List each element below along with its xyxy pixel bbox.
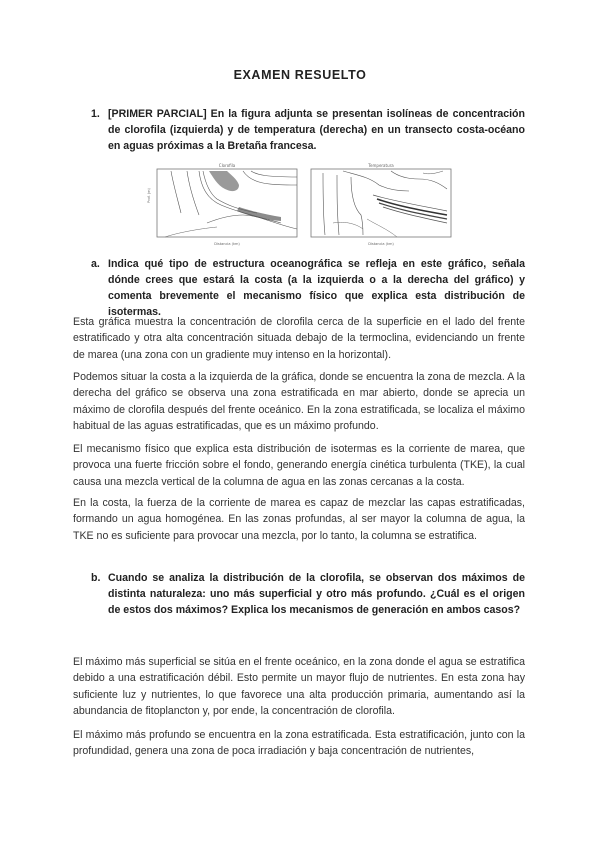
question-1-text: [PRIMER PARCIAL] En la figura adjunta se presentan isolíneas de concentración de clorofila (izquierda) y de temperatura (derecha) en un transecto costa-océano en aguas próximas a la Bretaña francesa. [108,108,525,152]
x-axis-label-left: Distancia (km) [214,242,240,246]
page-title: EXAMEN RESUELTO [233,68,367,82]
chlorophyll-panel [147,163,297,246]
isolines-figure-svg [147,163,460,247]
chlorophyll-panel-label: Clorofila [218,163,236,168]
question-1 [91,106,525,154]
question-a-number: a. [91,258,100,270]
x-axis-label-right: Distancia (km) [368,242,394,246]
question-a [91,256,525,320]
chlorophyll-temperature-figure [147,163,460,247]
y-axis-label: Prof. (m) [147,188,151,203]
answer-b-paragraph-2: El máximo más profundo se encuentra en la zona estratificada. Esta estratificación, junto con la profundidad, genera una zona de poca irradiación y baja concentración de nutrientes, [73,729,525,758]
temperature-panel-label: Temperatura [368,163,394,168]
answer-b-paragraph-1: El máximo más superficial se sitúa en el frente oceánico, en la zona donde el agua se estratifica debido a una estratificación débil. Esto permite un mayor flujo de nutrientes. En esta zona hay suficiente luz y nutrientes, lo que favorece una alta producción primaria, aumentando así la abundancia de fitoplancton y, por ende, la concentración de clorofila. [73,656,525,718]
answer-a-paragraph-4: En la costa, la fuerza de la corriente de marea es capaz de mezclar las capas estratificadas, formando un agua homogénea. En las zonas profundas, al ser mayor la columna de agua, la TKE no es suficiente para provocar una mezcla, por lo tanto, la columna se estratifica. [73,497,525,542]
question-b-text: Cuando se analiza la distribución de la clorofila, se observan dos máximos de distinta naturaleza: uno más superficial y otro más profundo. ¿Cuál es el origen de estos dos máximos? Explica los mecanismos de generación en ambos casos? [108,572,525,616]
question-a-text: Indica qué tipo de estructura oceanográfica se refleja en este gráfico, señala dónde crees que estará la costa (a la izquierda o a la derecha del gráfico) y comenta brevemente el mecanismo físico que explica esta distribución de isotermas. [108,258,525,318]
answer-a-paragraph-1: Esta gráfica muestra la concentración de clorofila cerca de la superficie en el lado del frente estratificado y otra alta concentración situada debajo de la termoclina, evidenciando un frente de marea (una zona con un gradiente muy intenso en la horizontal). [73,316,525,361]
temperature-panel [311,163,451,246]
question-b-number: b. [91,572,101,584]
question-1-number: 1. [91,108,100,120]
answer-a-paragraph-2: Podemos situar la costa a la izquierda de la gráfica, donde se encuentra la zona de mezcla. A la derecha del gráfico se observa una zona estratificada en mar abierto, donde se aprecia un máximo de clorofila después del frente oceánico. En la zona estratificada, se localiza el máximo habitual de las aguas estratificadas, que es un máximo profundo. [73,371,525,433]
question-b [91,570,525,618]
answer-a-paragraph-3: El mecanismo físico que explica esta distribución de isotermas es la corriente de marea, que provoca una fuerte fricción sobre el fondo, generando energía cinética turbulenta (TKE), la cual causa una mezcla vertical de la columna de agua en las zonas cercanas a la costa. [73,443,525,488]
